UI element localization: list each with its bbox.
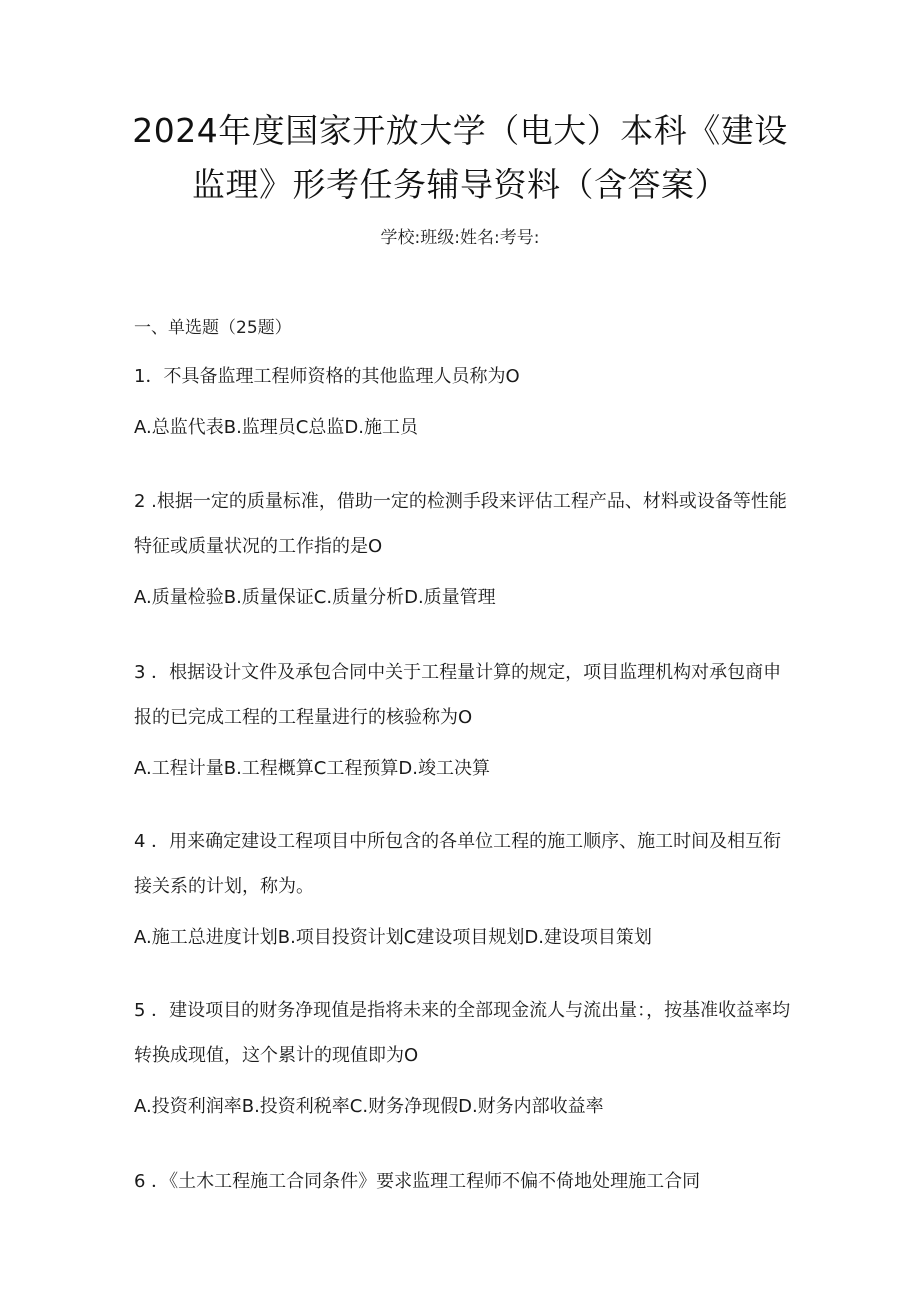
question-5 [134,988,794,1129]
question-stem: 5 ．建设项目的财务净现值是指将未来的全部现金流人与流出量：，按基准收益率均转换成现值，这个累计的现值即为O [134,1000,791,1066]
question-1 [134,354,794,450]
question-2 [134,479,794,620]
title-line-1: 2024年度国家开放大学（电大）本科《建设 [132,111,788,150]
question-6 [134,1159,794,1204]
question-options: A.投资利润率B.投资利税率C.财务净现假D.财务内部收益率 [134,1096,604,1117]
section-heading: 一、单选题（25题） [134,318,292,338]
question-4 [134,819,794,960]
question-3 [134,650,794,791]
question-options: A.施工总进度计划B.项目投资计划C建设项目规划D.建设项目策划 [134,927,652,948]
student-info-line: 学校:班级:姓名:考号: [380,228,540,248]
title-line-2: 监理》形考任务辅导资料（含答案） [192,165,728,204]
question-stem: 6 ．《土木工程施工合同条件》要求监理工程师不偏不倚地处理施工合同 [134,1171,701,1192]
document-title [100,104,820,212]
question-options: A.总监代表B.监理员C总监D.施工员 [134,417,418,438]
question-stem: 1．不具备监理工程师资格的其他监理人员称为O [134,366,520,387]
question-stem: 3 ．根据设计文件及承包合同中关于工程量计算的规定，项目监理机构对承包商申报的已完成工程的工程量进行的核验称为O [134,662,782,728]
question-options: A.工程计量B.工程概算C工程预算D.竣工决算 [134,758,490,779]
question-options: A.质量检验B.质量保证C.质量分析D.质量管理 [134,587,496,608]
question-stem: 2 .根据一定的质量标准，借助一定的检测手段来评估工程产品、材料或设备等性能特征或质量状况的工作指的是O [134,491,787,557]
question-stem: 4 ．用来确定建设工程项目中所包含的各单位工程的施工顺序、施工时间及相互衔接关系的计划，称为。 [134,831,782,897]
